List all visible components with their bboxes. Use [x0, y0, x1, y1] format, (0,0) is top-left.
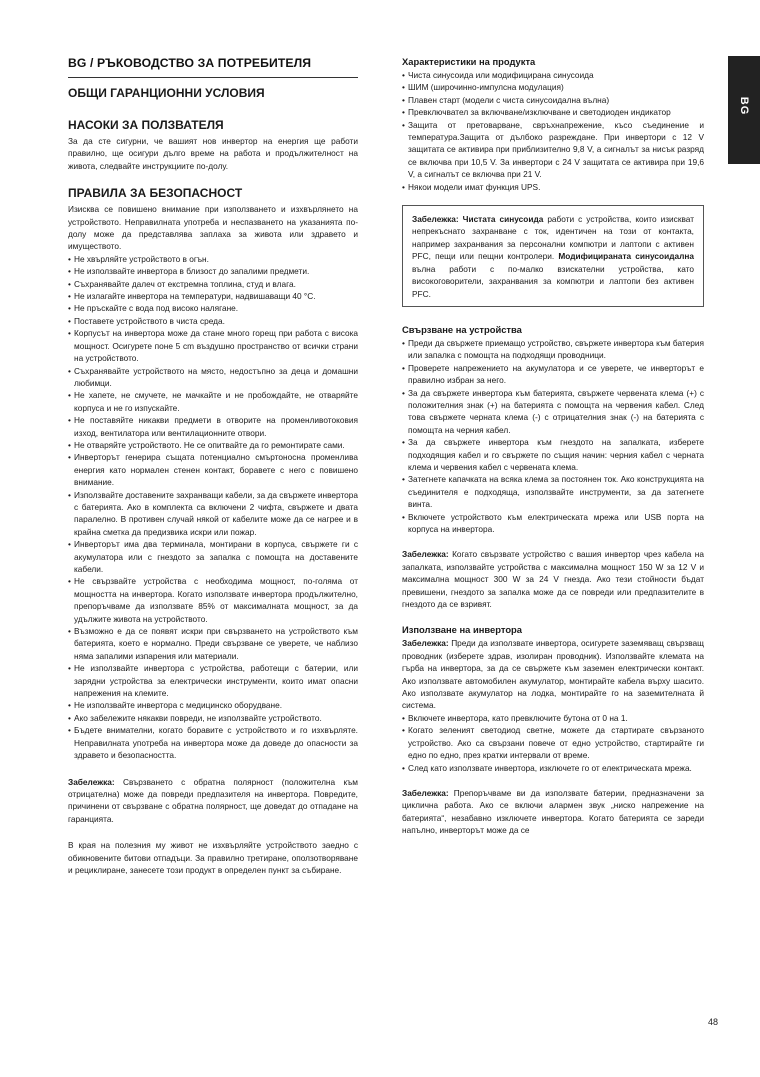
- safety-item: • Корпусът на инвертора може да стане много горещ при работа с висока мощност. Осигурете поне 5 cm въздушно пространство от всички страни на устройството.: [68, 327, 358, 364]
- title-divider: [68, 77, 358, 78]
- connecting-item: • За да свържете инвертора към гнездото на запалката, изберете подходящия кабел и го свържете по същия начин: черния кабел с черната клема и червения кабел с червената клема.: [402, 436, 704, 473]
- grounding-note: [402, 637, 704, 711]
- safety-list: [68, 253, 358, 762]
- page-number: 48: [708, 1017, 719, 1027]
- connecting-item: • Включете устройството към електрическата мрежа или USB порта на корпуса на инвертора.: [402, 511, 704, 536]
- connecting-item: • Проверете напрежението на акумулатора и се уверете, че инверторът е правилно избран за него.: [402, 362, 704, 387]
- polarity-note: [68, 776, 358, 826]
- feature-item: • Плавен старт (модели с чиста синусоидална вълна): [402, 94, 704, 106]
- safety-heading: ПРАВИЛА ЗА БЕЗОПАСНОСТ: [68, 186, 243, 201]
- note-label: Забележка:: [402, 549, 449, 560]
- note-text: Препоръчваме ви да използвате батерии, предназначени за циклична работа. Ако се включи алармен звук „ниско напрежение на батерията“, незабавно изключете инвертора. Когато батерията се зареди напълно, инверторът може да се: [402, 787, 704, 836]
- sinewave-note: [412, 213, 694, 300]
- note-text: работи с устройства, които изискват непрекъснато захранване с ток, идентичен на този от контакта, например захранвания за персонални компютри и лаптопи с активен PFC, пещи или пещни контролери.: [412, 214, 694, 262]
- using-item: • Когато зеленият светодиод светне, можете да стартирате свързаното устройство. Ако са свързани повече от едно устройство, стартирайте ги едно по едно, през кратки интервали от време.: [402, 724, 704, 761]
- safety-item: • Не свързвайте устройства с необходима мощност, по-голяма от мощността на инвертора. Когато използвате инвертора продължително, препоръчваме да използвате 85% от максималната мощност, за да удължите живота на устройството.: [68, 575, 358, 625]
- language-side-tab: [728, 56, 760, 164]
- safety-item: • Не хвърляйте устройството в огън.: [68, 253, 358, 265]
- feature-item: • ШИМ (широчинно-импулсна модулация): [402, 81, 704, 93]
- features-list: [402, 69, 704, 193]
- safety-item: • Поставете устройството в чиста среда.: [68, 315, 358, 327]
- safety-item: • Не пръскайте с вода под високо налягане.: [68, 302, 358, 314]
- note-label: Забележка:: [412, 214, 459, 225]
- connecting-heading: Свързване на устройства: [402, 323, 522, 335]
- using-item: • Включете инвертора, като превключите бутона от 0 на 1.: [402, 712, 704, 724]
- features-heading: Характеристики на продукта: [402, 56, 536, 67]
- safety-item: • Използвайте доставените захранващи кабели, за да свържете инвертора с батерията. Ако в комплекта са включени 2 чифта, свържете и двата паралелно. В противен случай някой от кабелите може да се нагрее и в крайна сметка да предизвика искри или пожар.: [68, 489, 358, 539]
- lighter-note: [402, 548, 704, 610]
- safety-item: • Съхранявайте далеч от екстремна топлина, студ и влага.: [68, 278, 358, 290]
- guidelines-text: За да сте сигурни, че вашият нов инвертор на енергия ще работи правилно, ще осигури дълго време на работа и продължителност на живота, следвайте инструкциите по-долу.: [68, 136, 358, 171]
- safety-item: • Съхранявайте устройството на място, недостъпно за деца и домашни любимци.: [68, 365, 358, 390]
- note-text: Свързването с обратна полярност (положителна към отрицателна) може да повреди предпазителя на инвертора. Повредите, причинени от свързване с обратна полярност, ще доведат до отпадане на гаранцията.: [68, 776, 358, 824]
- modified-sine-term: Модифицираната синусоидална: [558, 251, 694, 262]
- connecting-list: [402, 337, 704, 536]
- pure-sine-term: Чистата синусоида: [462, 214, 544, 225]
- note-text: вълна работи с по-малко взискателни устройства, като високоговорители, захранвания за компютри и лаптопи без активен PFC.: [412, 263, 694, 299]
- battery-note: [402, 787, 704, 837]
- feature-item: • Превключвател за включване/изключване и светодиоден индикатор: [402, 106, 704, 118]
- safety-item: • Бъдете внимателни, когато боравите с устройството и го изхвърляте. Неправилната употреба на инвертора може да доведе до опасности за здравето и безопасността.: [68, 724, 358, 761]
- right-column: [402, 56, 704, 837]
- disposal-text: В края на полезния му живот не изхвърляйте устройството заедно с обикновените битови отпадъци. За правилно третиране, оползотворяване и рециклиране, занесете този продукт в определен пункт за събиране.: [68, 840, 358, 875]
- sinewave-note-box: [402, 205, 704, 307]
- safety-item: • Не хапете, не смучете, не мачкайте и не пробождайте, не отваряйте корпуса и не го изпускайте.: [68, 389, 358, 414]
- connecting-item: • Преди да свържете приемащо устройство, свържете инвертора към батерия или запалка с помощта на подходящи проводници.: [402, 337, 704, 362]
- note-label: Забележка:: [402, 787, 449, 798]
- using-list: [402, 712, 704, 774]
- safety-item: • Не използвайте инвертора в близост до запалими предмети.: [68, 265, 358, 277]
- document-title: BG / РЪКОВОДСТВО ЗА ПОТРЕБИТЕЛЯ: [68, 56, 312, 70]
- safety-intro: Изисква се повишено внимание при използването и изхвърлянето на устройството. Неправилната употреба и неспазването на указанията по-долу може да представлява заплаха за живота или здравето и имуществото.: [68, 204, 358, 252]
- safety-item: • Възможно е да се появят искри при свързването на устройството към батерията, което е нормално. Преди свързване се уверете, че наблизо няма запалими изпарения или материали.: [68, 625, 358, 662]
- feature-item: • Чиста синусоида или модифицирана синусоида: [402, 69, 704, 81]
- note-label: Забележка:: [68, 776, 115, 787]
- connecting-item: • Затегнете капачката на всяка клема за постоянен ток. Ако конструкцията на съединителя е подходяща, използвайте инструменти, за да затегнете винта.: [402, 473, 704, 510]
- using-heading: Използване на инвертора: [402, 624, 523, 636]
- safety-item: • Инверторът генерира същата потенциално смъртоносна променлива енергия като нормален стенен контакт, боравете с него с повишено внимание.: [68, 451, 358, 488]
- safety-item: • Не отваряйте устройството. Не се опитвайте да го ремонтирате сами.: [68, 439, 358, 451]
- language-code: BG: [738, 96, 750, 116]
- using-item: • След като използвате инвертора, изключете го от електрическата мрежа.: [402, 762, 704, 774]
- safety-item: • Не поставяйте никакви предмети в отворите на променливотоковия изход, вентилатора или вентилационните отвори.: [68, 414, 358, 439]
- safety-item: • Ако забележите някакви повреди, не използвайте устройството.: [68, 712, 358, 724]
- guidelines-heading: НАСОКИ ЗА ПОЛЗВАТЕЛЯ: [68, 118, 224, 132]
- safety-item: • Инверторът има два терминала, монтирани в корпуса, свържете ги с акумулатора или с гнездото за запалка с помощта на доставените кабели.: [68, 538, 358, 575]
- safety-item: • Не използвайте инвертора с медицинско оборудване.: [68, 699, 358, 711]
- note-text: Преди да използвате инвертора, осигурете заземяващ свързващ проводник (изберете здрав, изолиран проводник). Използвайте клемата на гърба на инвертора, за да се свържете към заземен електрически контакт. Ако използвате автомобилен акумулатор, монтирайте кабела върху шасито. Ако използвате акумулатор на лодка, монтирайте го на заземителната й система.: [402, 638, 704, 711]
- note-label: Забележка:: [402, 638, 449, 649]
- note-text: Когато свързвате устройство с вашия инвертор чрез кабела на запалката, използвайте устройства с максимална мощност 150 W за 12 V и максимална мощност 300 W за 24 V гнезда. Ако тези стойности бъдат превишени, гнездото за запалка може да се повреди или предпазителите в гнездото да се взривят.: [402, 549, 704, 610]
- feature-item: • Някои модели имат функция UPS.: [402, 181, 704, 193]
- left-column: [68, 56, 358, 876]
- feature-item: • Защита от претоварване, свръхнапрежение, късо съединение и температура.Защита от дълбоко разреждане. При инвертори с 12 V защитата се активира при приблизително 9,8 V, а сигналът за нисък разряд се включва при 10,5 V. За инвертори с 24 V защитата се активира при 19,6 V, а сигналът се включва при 21 V.: [402, 119, 704, 181]
- safety-item: • Не излагайте инвертора на температури, надвишаващи 40 °C.: [68, 290, 358, 302]
- connecting-item: • За да свържете инвертора към батерията, свържете червената клема (+) с положителния знак (+) на батерията с помощта на червения кабел. След това свържете черната клема (-) с отрицателния знак (-) на батерията с помощта на черния кабел.: [402, 387, 704, 437]
- safety-item: • Не използвайте инвертора с устройства, работещи с батерии, или зарядни устройства за електрически инструменти, които имат опасни напрежения на клемите.: [68, 662, 358, 699]
- warranty-heading: ОБЩИ ГАРАНЦИОННИ УСЛОВИЯ: [68, 86, 265, 100]
